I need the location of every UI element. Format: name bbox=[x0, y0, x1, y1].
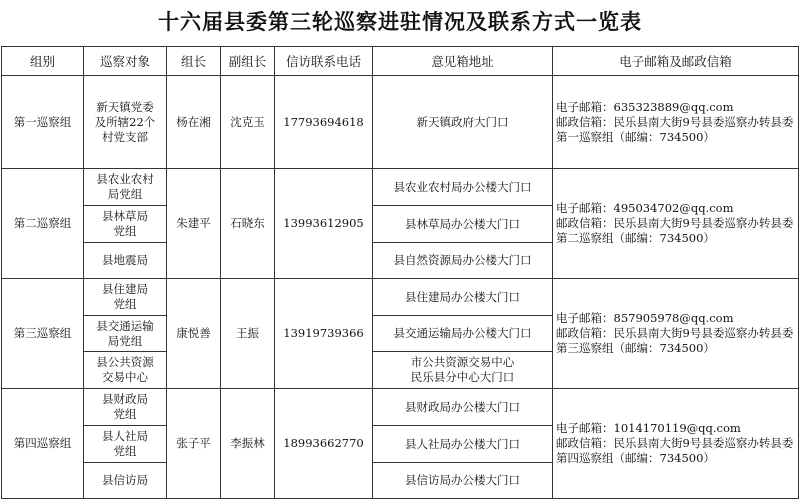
header-target: 巡察对象 bbox=[84, 47, 167, 76]
group-leader: 康悦善 bbox=[167, 279, 221, 389]
mailbox-address: 新天镇政府大门口 bbox=[373, 76, 553, 169]
table-row bbox=[2, 279, 799, 316]
header-leader: 组长 bbox=[167, 47, 221, 76]
inspection-target: 县人社局 党组 bbox=[84, 426, 167, 463]
group-leader: 杨在湘 bbox=[167, 76, 221, 169]
phone-number: 13919739366 bbox=[275, 279, 373, 389]
mailbox-address: 县交通运输局办公楼大门口 bbox=[373, 316, 553, 352]
email-postal-cell bbox=[553, 169, 799, 279]
mailbox-address: 县林草局办公楼大门口 bbox=[373, 206, 553, 243]
group-deputy: 王振 bbox=[221, 279, 275, 389]
email-address: 电子邮箱：495034702@qq.com bbox=[556, 201, 734, 215]
inspection-target: 县住建局 党组 bbox=[84, 279, 167, 316]
inspection-target: 县交通运输 局党组 bbox=[84, 316, 167, 352]
postal-address: 邮政信箱：民乐县南大街9号县委巡察办转县委第一巡察组（邮编：734500） bbox=[556, 114, 794, 144]
group-leader: 朱建平 bbox=[167, 169, 221, 279]
header-deputy: 副组长 bbox=[221, 47, 275, 76]
mailbox-address: 县信访局办公楼大门口 bbox=[373, 463, 553, 499]
inspection-table bbox=[1, 46, 799, 499]
email-postal-cell bbox=[553, 389, 799, 499]
mailbox-address: 县人社局办公楼大门口 bbox=[373, 426, 553, 463]
email-postal-cell bbox=[553, 76, 799, 169]
email-address: 电子邮箱：1014170119@qq.com bbox=[556, 421, 741, 435]
group-name: 第四巡察组 bbox=[2, 389, 84, 499]
header-email-postal: 电子邮箱及邮政信箱 bbox=[553, 47, 799, 76]
group-deputy: 沈克玉 bbox=[221, 76, 275, 169]
mailbox-address: 县自然资源局办公楼大门口 bbox=[373, 243, 553, 279]
mailbox-address: 县财政局办公楼大门口 bbox=[373, 389, 553, 426]
phone-number: 17793694618 bbox=[275, 76, 373, 169]
group-leader: 张子平 bbox=[167, 389, 221, 499]
header-mailbox: 意见箱地址 bbox=[373, 47, 553, 76]
document-title: 十六届县委第三轮巡察进驻情况及联系方式一览表 bbox=[158, 9, 642, 34]
inspection-target: 县财政局 党组 bbox=[84, 389, 167, 426]
table-header-row bbox=[2, 47, 799, 76]
phone-number: 13993612905 bbox=[275, 169, 373, 279]
mailbox-address: 县农业农村局办公楼大门口 bbox=[373, 169, 553, 206]
table-row bbox=[2, 76, 799, 169]
mailbox-address: 县住建局办公楼大门口 bbox=[373, 279, 553, 316]
table-row bbox=[2, 169, 799, 206]
inspection-target: 县农业农村 局党组 bbox=[84, 169, 167, 206]
group-deputy: 李振林 bbox=[221, 389, 275, 499]
inspection-target: 新天镇党委 及所辖22个 村党支部 bbox=[84, 76, 167, 169]
email-address: 电子邮箱：635323889@qq.com bbox=[556, 99, 734, 114]
postal-address: 邮政信箱：民乐县南大街9号县委巡察办转县委第二巡察组（邮编：734500） bbox=[556, 216, 794, 245]
inspection-target: 县地震局 bbox=[84, 243, 167, 279]
group-deputy: 石晓东 bbox=[221, 169, 275, 279]
postal-address: 邮政信箱：民乐县南大街9号县委巡察办转县委第四巡察组（邮编：734500） bbox=[556, 436, 794, 465]
email-postal-cell bbox=[553, 279, 799, 389]
table-row bbox=[2, 389, 799, 426]
group-name: 第三巡察组 bbox=[2, 279, 84, 389]
email-address: 电子邮箱：857905978@qq.com bbox=[556, 311, 734, 325]
inspection-target: 县林草局 党组 bbox=[84, 206, 167, 243]
inspection-target: 县信访局 bbox=[84, 463, 167, 499]
header-group: 组别 bbox=[2, 47, 84, 76]
postal-address: 邮政信箱：民乐县南大街9号县委巡察办转县委第三巡察组（邮编：734500） bbox=[556, 326, 794, 355]
phone-number: 18993662770 bbox=[275, 389, 373, 499]
group-name: 第一巡察组 bbox=[2, 76, 84, 169]
header-phone: 信访联系电话 bbox=[275, 47, 373, 76]
group-name: 第二巡察组 bbox=[2, 169, 84, 279]
inspection-target: 县公共资源 交易中心 bbox=[84, 352, 167, 389]
mailbox-address: 市公共资源交易中心 民乐县分中心大门口 bbox=[373, 352, 553, 389]
